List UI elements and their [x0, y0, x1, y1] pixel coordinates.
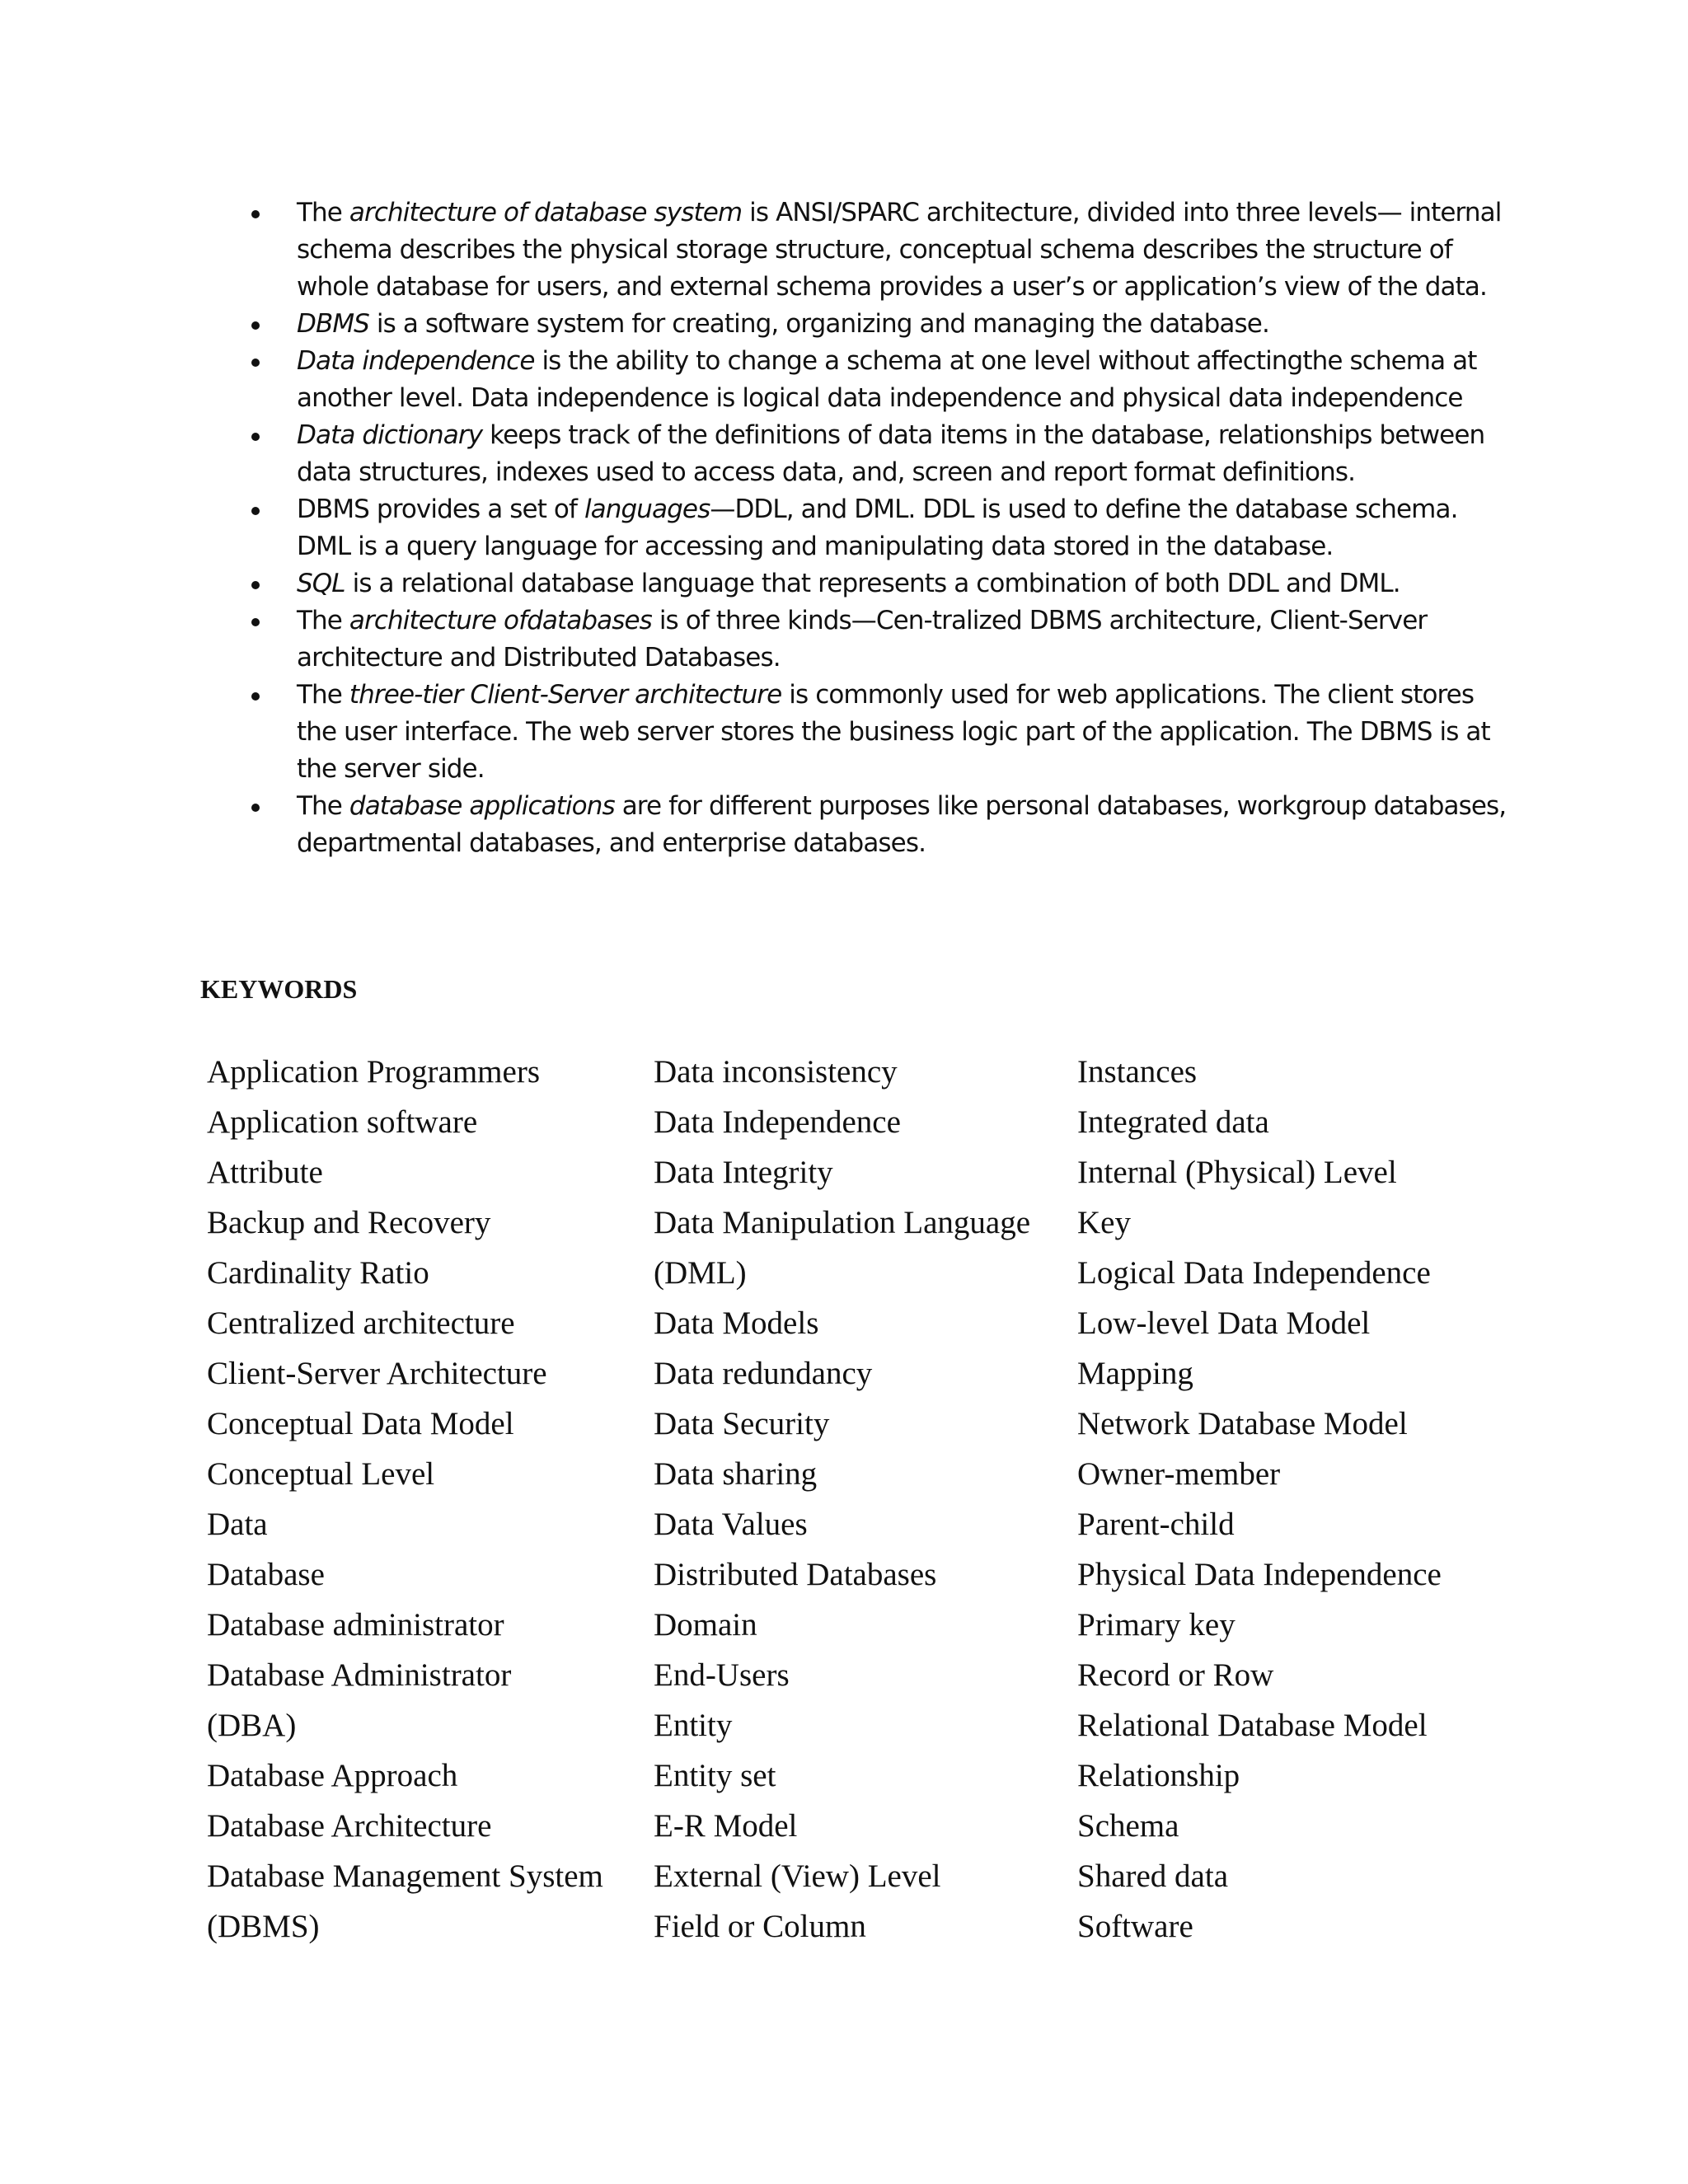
summary-bullet [239, 677, 1508, 788]
keyword-item: Software [1077, 1909, 1193, 1944]
summary-bullet [239, 602, 1508, 677]
summary-bullet [239, 306, 1508, 343]
keyword-item: Backup and Recovery [207, 1205, 491, 1240]
bullet-icon [251, 507, 260, 515]
keywords-heading: KEYWORDS [200, 974, 358, 1004]
keyword-item: (DBA) [207, 1708, 297, 1743]
keywords-column-1 [207, 1047, 603, 1952]
bullet-icon [251, 581, 260, 589]
keyword-item: Entity [654, 1708, 733, 1743]
bullet-text: SQL is a relational database language that represents a combination of both DDL and DML. [297, 569, 1400, 598]
keyword-item: Domain [654, 1607, 757, 1643]
keyword-item: Data sharing [654, 1456, 818, 1492]
keyword-item: Database Approach [207, 1758, 458, 1793]
summary-bullet [239, 194, 1508, 306]
keyword-item: Data redundancy [654, 1356, 873, 1391]
italic-term: SQL [297, 569, 345, 598]
keyword-item: Application software [207, 1104, 478, 1140]
keyword-item: Data Integrity [654, 1155, 833, 1190]
keyword-item: Conceptual Data Model [207, 1406, 514, 1441]
bullet-icon [251, 618, 260, 626]
bullet-icon [251, 692, 260, 701]
keyword-item: Mapping [1077, 1356, 1193, 1391]
italic-term: database applications [349, 791, 615, 821]
keyword-item: Instances [1077, 1054, 1198, 1090]
keyword-item: Data Manipulation Language [654, 1205, 1031, 1240]
italic-term: languages [584, 494, 710, 524]
keyword-item: Conceptual Level [207, 1456, 435, 1492]
keyword-item: External (View) Level [654, 1858, 941, 1894]
bullet-icon [251, 210, 260, 218]
keyword-item: Relational Database Model [1077, 1708, 1428, 1743]
keyword-item: End-Users [654, 1657, 790, 1693]
bullet-text: Data dictionary keeps track of the definitions of data items in the database, relationships between data structures, indexes used to access data, and, screen and report format definitions. [297, 420, 1485, 487]
keyword-item: Parent-child [1077, 1507, 1235, 1542]
keyword-item: Schema [1077, 1808, 1179, 1844]
italic-term: Data independence [297, 346, 535, 376]
keyword-item: Distributed Databases [654, 1557, 937, 1592]
italic-term: architecture of database system [349, 198, 743, 227]
keyword-item: Record or Row [1077, 1657, 1274, 1693]
keyword-item: Data Values [654, 1507, 808, 1542]
summary-bullet [239, 565, 1508, 602]
keyword-item: Cardinality Ratio [207, 1255, 429, 1291]
keyword-item: Internal (Physical) Level [1077, 1155, 1397, 1190]
italic-term: DBMS [297, 309, 369, 339]
keyword-item: (DBMS) [207, 1909, 320, 1944]
keywords-column-3 [1077, 1047, 1442, 1952]
bullet-text: The database applications are for different purposes like personal databases, workgroup databases, departmental databases, and enterprise databases. [297, 791, 1507, 858]
keyword-item: Data inconsistency [654, 1054, 898, 1090]
keyword-item: Database Architecture [207, 1808, 492, 1844]
keyword-item: Network Database Model [1077, 1406, 1408, 1441]
bullet-text: Data independence is the ability to change a schema at one level without affectingthe schema at another level. Data independence is logical data independence and physical data independence [297, 346, 1477, 413]
keyword-item: Integrated data [1077, 1104, 1269, 1140]
keyword-item: Data Independence [654, 1104, 901, 1140]
keyword-item: Owner-member [1077, 1456, 1281, 1492]
keyword-item: Attribute [207, 1155, 323, 1190]
bullet-icon [251, 804, 260, 812]
keyword-item: Data Models [654, 1305, 819, 1341]
keyword-item: Physical Data Independence [1077, 1557, 1442, 1592]
keyword-item: E-R Model [654, 1808, 798, 1844]
italic-term: architecture ofdatabases [349, 606, 652, 635]
bullet-icon [251, 321, 260, 330]
summary-bullet [239, 788, 1508, 862]
keyword-item: Shared data [1077, 1858, 1229, 1894]
keyword-item: Application Programmers [207, 1054, 540, 1090]
keyword-item: Field or Column [654, 1909, 866, 1944]
italic-term: three-tier Client-Server architecture [349, 680, 782, 710]
bullet-text: The three-tier Client-Server architecture is commonly used for web applications. The client stores the user interface. The web server stores the business logic part of the application. The DBMS is at the server side. [297, 680, 1490, 784]
bullet-text: DBMS provides a set of languages—DDL, and DML. DDL is used to define the database schema. DML is a query language for accessing and manipulating data stored in the database. [297, 494, 1458, 561]
bullet-icon [251, 359, 260, 367]
keyword-item: Data [207, 1507, 268, 1542]
keyword-item: Data Security [654, 1406, 830, 1441]
bullet-text: The architecture of database system is ANSI/SPARC architecture, divided into three levels— internal schema describes the physical storage structure, conceptual schema describes the structure of whole database for users, and external schema provides a user’s or application’s view of the data. [297, 198, 1502, 302]
keyword-item: Entity set [654, 1758, 776, 1793]
bullet-text: The architecture ofdatabases is of three kinds—Cen-tralized DBMS architecture, Client-Server architecture and Distributed Databases. [297, 606, 1428, 673]
keyword-item: Logical Data Independence [1077, 1255, 1431, 1291]
keyword-item: Key [1077, 1205, 1131, 1240]
keyword-item: Client-Server Architecture [207, 1356, 547, 1391]
keyword-item: Centralized architecture [207, 1305, 515, 1341]
keyword-item: Database administrator [207, 1607, 504, 1643]
bullet-icon [251, 433, 260, 441]
summary-bullet [239, 417, 1508, 491]
summary-bullet [239, 491, 1508, 565]
italic-term: Data dictionary [297, 420, 483, 450]
keyword-item: Low-level Data Model [1077, 1305, 1371, 1341]
summary-bullet-list [239, 194, 1508, 862]
keyword-item: Database Administrator [207, 1657, 512, 1693]
summary-bullet [239, 343, 1508, 417]
keyword-item: Database [207, 1557, 325, 1592]
bullet-text: DBMS is a software system for creating, organizing and managing the database. [297, 309, 1269, 339]
keyword-item: Primary key [1077, 1607, 1236, 1643]
keyword-item: (DML) [654, 1255, 747, 1291]
keywords-column-2 [654, 1047, 1030, 1952]
keyword-item: Relationship [1077, 1758, 1240, 1793]
keyword-item: Database Management System [207, 1858, 603, 1894]
